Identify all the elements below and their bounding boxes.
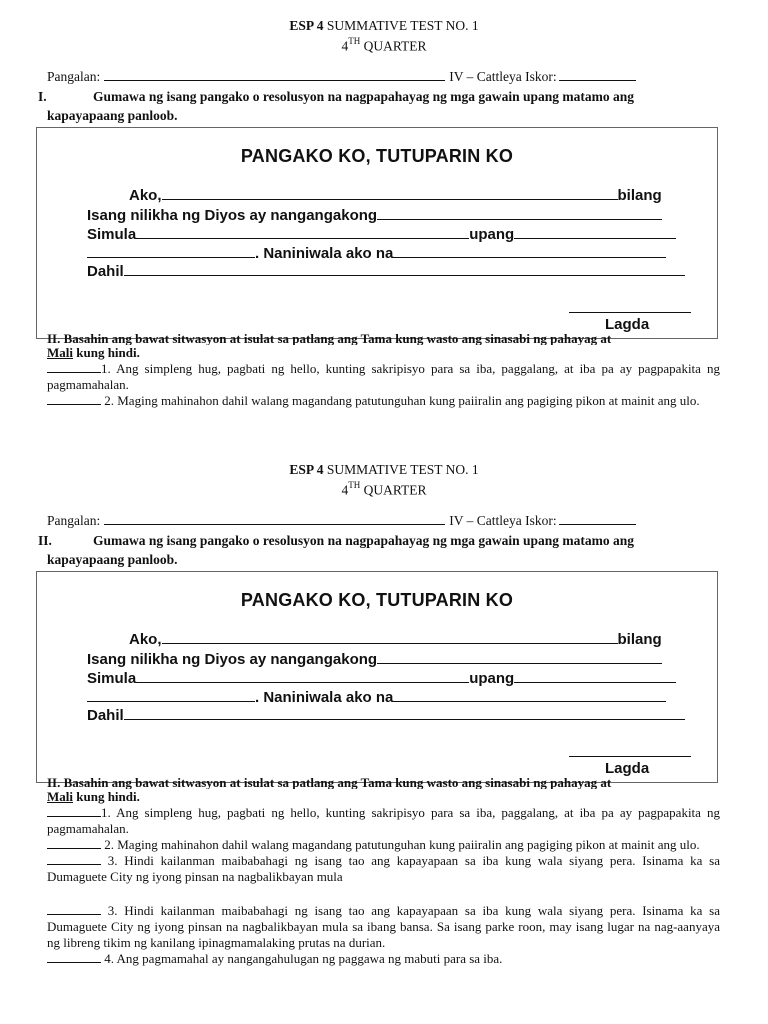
quarter-label: 4TH QUARTER <box>341 480 427 498</box>
name-blank[interactable] <box>104 512 445 525</box>
pledge-blank[interactable] <box>514 225 676 239</box>
pledge-box <box>36 571 718 783</box>
answer-blank[interactable] <box>47 951 101 963</box>
pledge-blank[interactable] <box>124 262 685 276</box>
pledge-blank[interactable] <box>393 688 666 702</box>
signature-label: Lagda <box>605 316 650 333</box>
answer-blank[interactable] <box>47 853 101 865</box>
part2-section <box>47 331 720 409</box>
pledge-line-ako: Ako, bilang <box>129 631 662 648</box>
answer-blank[interactable] <box>47 903 101 915</box>
pledge-line-nilikha: Isang nilikha ng Diyos ay nangangakong <box>87 206 662 225</box>
pledge-line-simula: Simula upang <box>87 669 676 688</box>
signature-line[interactable] <box>569 756 691 757</box>
spacer <box>47 885 720 903</box>
pledge-line-dahil: Dahil <box>87 262 685 281</box>
part2-instruction-cont: Mali kung hindi. <box>47 789 140 804</box>
question-item: 1. Ang simpleng hug, pagbati ng hello, kunting sakripisyo para sa iba, paggalang, at iba pa ay pagpapakita ng pagmamahalan. <box>47 361 720 392</box>
part2-section <box>47 775 720 967</box>
pledge-blank[interactable] <box>377 206 662 220</box>
part2-instruction: II. Basahin ang bawat sitwasyon at isulat sa patlang ang Tama kung wasto ang sinasabi ng pahayag at <box>47 331 612 345</box>
signature-line[interactable] <box>569 312 691 313</box>
part2-instruction-cont: Mali kung hindi. <box>47 345 140 360</box>
pledge-line-naniniwala: . Naniniwala ako na <box>87 688 666 707</box>
question-item: 2. Maging mahinahon dahil walang magandang patutunguhan kung paiiralin ang pagiging pikon at mainit ang ulo. <box>47 393 720 409</box>
pledge-blank[interactable] <box>87 688 255 702</box>
question-item: 1. Ang simpleng hug, pagbati ng hello, kunting sakripisyo para sa iba, paggalang, at iba pa ay pagpapakita ng pagmamahalan. <box>47 805 720 836</box>
name-row: Pangalan: IV – Cattleya Iskor: <box>47 512 636 529</box>
score-blank[interactable] <box>559 512 636 525</box>
pledge-line-ako: Ako, bilang <box>129 187 662 204</box>
test-sheet-2 <box>0 444 768 966</box>
pledge-line-simula: Simula upang <box>87 225 676 244</box>
answer-blank[interactable] <box>47 805 101 817</box>
part1-instruction: II. Gumawa ng isang pangako o resolusyon na nagpapahayag ng mga gawain upang matamo ang <box>38 533 635 548</box>
question-item: 3. Hindi kailanman maibabahagi ng isang tao ang kapayapaan sa iba kung wala siyang pera. Isinama ka sa Dumaguete City ng iyong pinsan na nagbalikbayan mula sa ibang bansa. Sa isang parke roon, may isang lugar na nag-aanyaya ng libreng tikim ng kanilang ipinagmamalaking prutas na durian. <box>47 903 720 950</box>
answer-blank[interactable] <box>47 837 101 849</box>
pledge-blank[interactable] <box>393 244 666 258</box>
test-sheet-1 <box>0 0 768 445</box>
pledge-blank[interactable] <box>514 669 676 683</box>
test-title: ESP 4 SUMMATIVE TEST NO. 1 <box>289 462 479 477</box>
pledge-line-naniniwala: . Naniniwala ako na <box>87 244 666 263</box>
part1-instruction: I. Gumawa ng isang pangako o resolusyon na nagpapahayag ng mga gawain upang matamo ang <box>38 89 635 104</box>
name-blank[interactable] <box>104 68 445 81</box>
pledge-line-dahil: Dahil <box>87 706 685 725</box>
pledge-blank[interactable] <box>124 706 685 720</box>
name-row: Pangalan: IV – Cattleya Iskor: <box>47 68 636 85</box>
part1-instruction-cont: kapayapaang panloob. <box>47 108 178 123</box>
part2-instruction: II. Basahin ang bawat sitwasyon at isulat sa patlang ang Tama kung wasto ang sinasabi ng pahayag at <box>47 775 612 789</box>
pledge-blank[interactable] <box>136 669 469 683</box>
pledge-blank[interactable] <box>162 630 618 644</box>
pledge-blank[interactable] <box>162 186 618 200</box>
pledge-box <box>36 127 718 339</box>
question-item: 3. Hindi kailanman maibabahagi ng isang tao ang kapayapaan sa iba kung wala siyang pera. Isinama ka sa Dumaguete City ng iyong pinsan na nagbalikbayan mula <box>47 853 720 884</box>
quarter-label: 4TH QUARTER <box>341 36 427 54</box>
answer-blank[interactable] <box>47 393 101 405</box>
pledge-blank[interactable] <box>136 225 469 239</box>
pledge-title: PANGAKO KO, TUTUPARIN KO <box>240 590 514 610</box>
score-blank[interactable] <box>559 68 636 81</box>
pledge-blank[interactable] <box>377 650 662 664</box>
question-item: 2. Maging mahinahon dahil walang magandang patutunguhan kung paiiralin ang pagiging pikon at mainit ang ulo. <box>47 837 720 853</box>
test-title: ESP 4 SUMMATIVE TEST NO. 1 <box>289 18 479 33</box>
pledge-line-nilikha: Isang nilikha ng Diyos ay nangangakong <box>87 650 662 669</box>
part1-instruction-cont: kapayapaang panloob. <box>47 552 178 567</box>
pledge-blank[interactable] <box>87 244 255 258</box>
pledge-title: PANGAKO KO, TUTUPARIN KO <box>240 146 514 166</box>
answer-blank[interactable] <box>47 361 101 373</box>
signature-label: Lagda <box>605 760 650 777</box>
question-item: 4. Ang pagmamahal ay nangangahulugan ng paggawa ng mabuti para sa iba. <box>47 951 720 967</box>
